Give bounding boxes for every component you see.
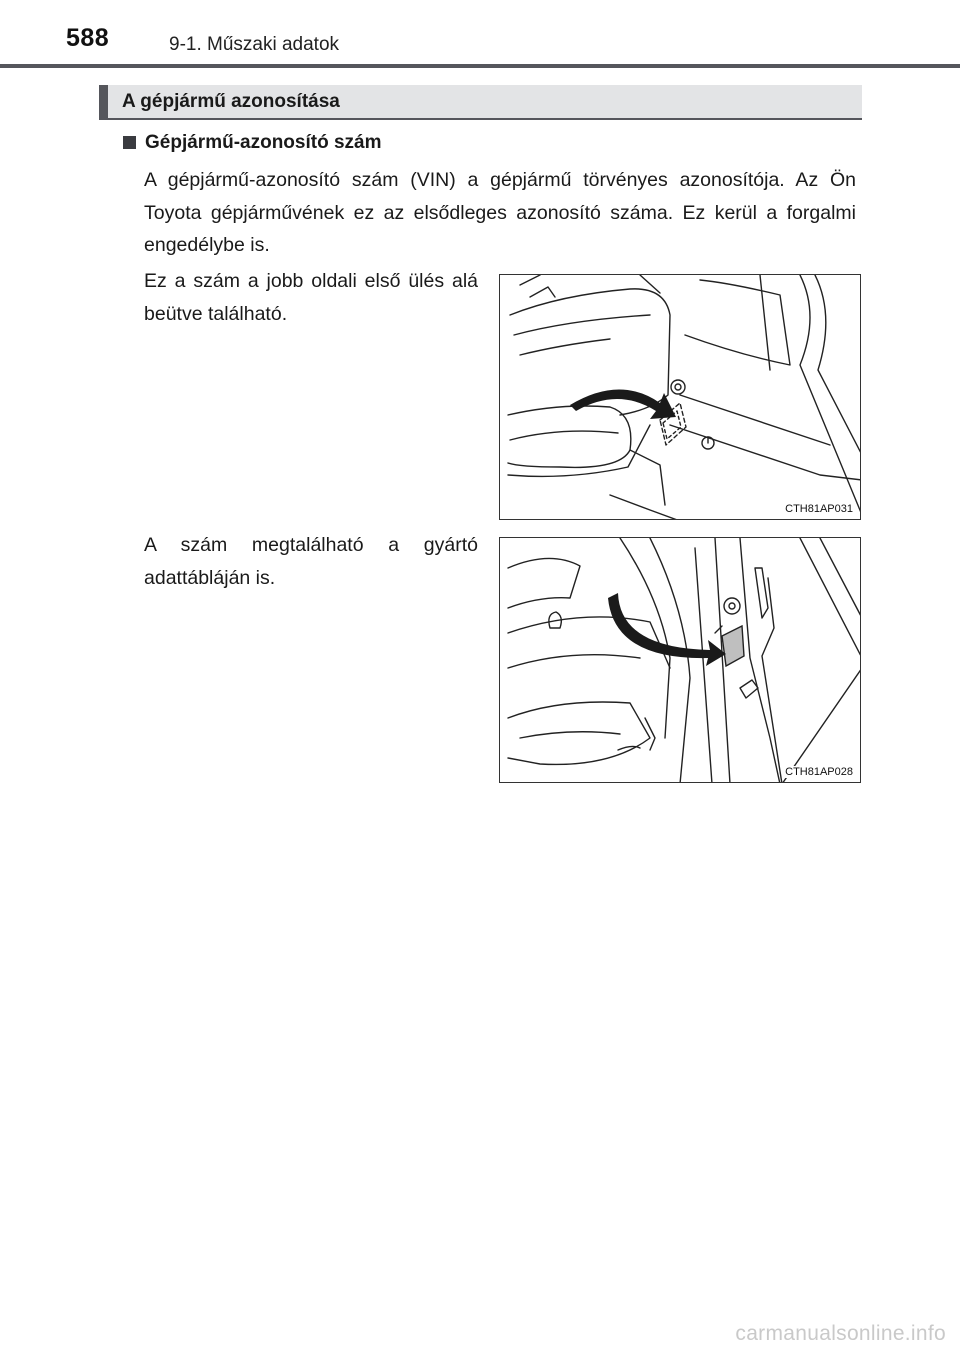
subsection-title: Gépjármű-azonosító szám <box>145 132 382 153</box>
figure-code: CTH81AP028 <box>785 766 853 778</box>
page-number: 588 <box>66 24 110 52</box>
intro-paragraph: A gépjármű-azonosító szám (VIN) a gépjármű törvényes azonosítója. Az Ön Toyota gépjárművének ez az elsődleges azonosító száma. Ez kerül a forgalmi engedélybe is. <box>144 169 856 256</box>
square-bullet-icon <box>123 136 136 149</box>
seat-vin-illustration <box>499 274 861 520</box>
seat-drawing <box>500 275 861 520</box>
subsection-heading <box>123 132 382 154</box>
door-pillar-drawing <box>500 538 861 783</box>
page-header <box>0 0 960 68</box>
chapter-title: 9-1. Műszaki adatok <box>169 34 340 55</box>
section-heading-bar <box>99 85 862 120</box>
seat-location-paragraph: Ez a szám a jobb oldali első ülés alá beütve található. <box>144 270 478 325</box>
watermark: carmanualsonline.info <box>735 1322 946 1345</box>
manufacturer-plate-illustration <box>499 537 861 783</box>
section-title: A gépjármű azonosítása <box>122 91 340 112</box>
plate-location-paragraph: A szám megtalálható a gyártó adattábláján is. <box>144 534 478 589</box>
figure-code: CTH81AP031 <box>785 503 853 515</box>
header-rule <box>0 64 960 68</box>
